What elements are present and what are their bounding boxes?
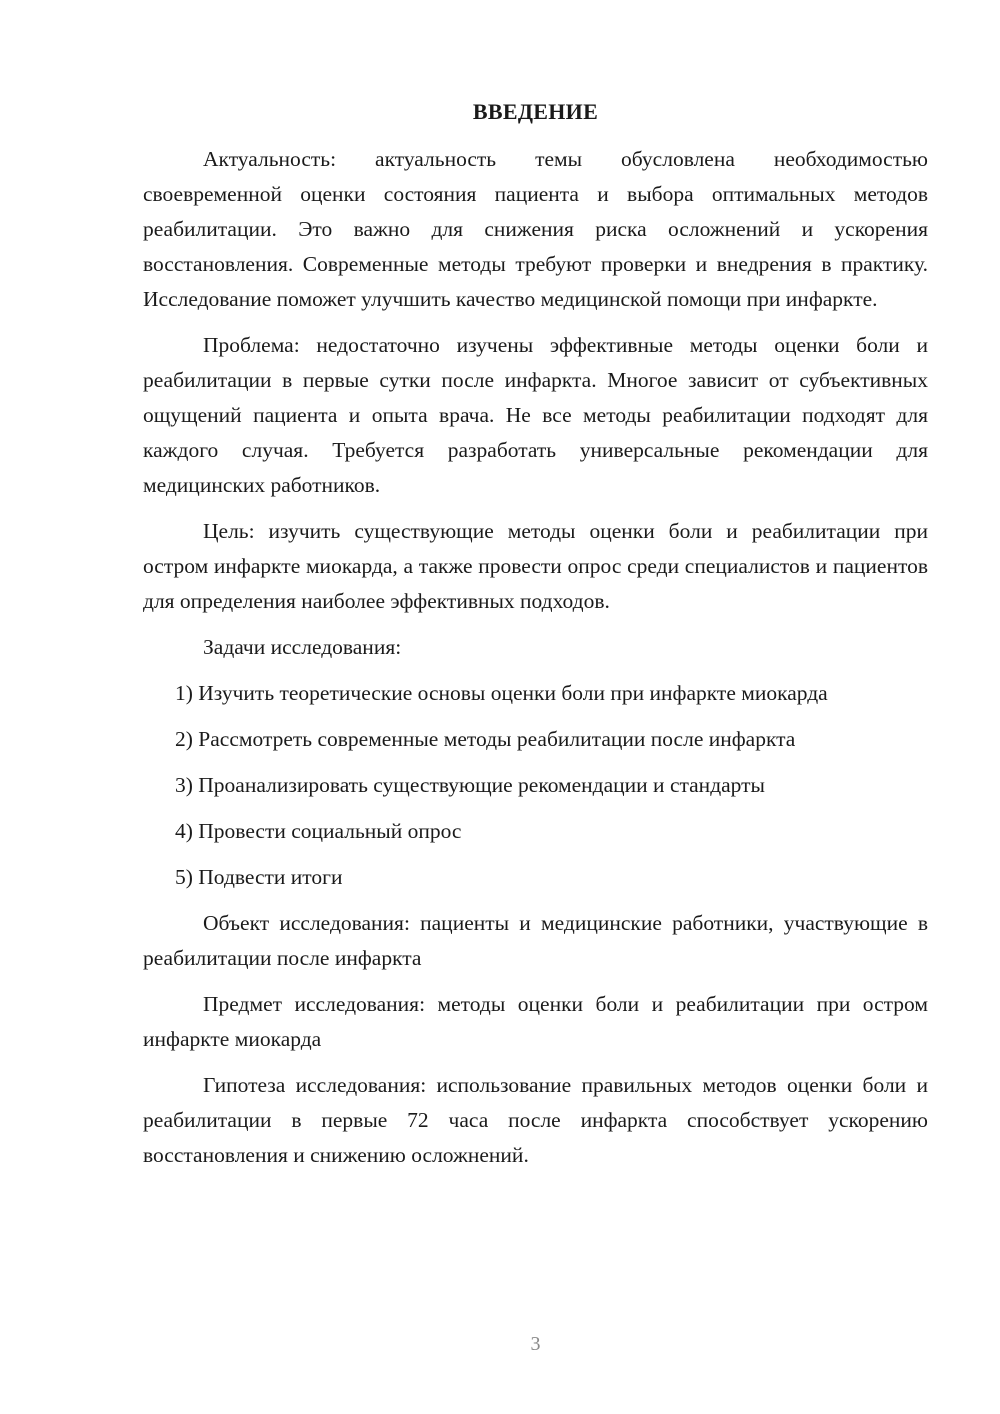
document-page <box>143 0 928 1414</box>
paragraph-subject: Предмет исследования: методы оценки боли и реабилитации при остром инфаркте миокарда <box>143 992 928 1051</box>
page-number: 3 <box>530 1333 541 1355</box>
paragraph-problem: Проблема: недостаточно изучены эффективные методы оценки боли и реабилитации в первые сутки после инфаркта. Многое зависит от субъективных ощущений пациента и опыта врача. Не все методы реабилитации подходят для каждого случая. Требуется разработать универсальные рекомендации для медицинских работников. <box>143 333 928 497</box>
paragraph-relevance: Актуальность: актуальность темы обусловлена необходимостью своевременной оценки состояния пациента и выбора оптимальных методов реабилитации. Это важно для снижения риска осложнений и ускорения восстановления. Современные методы требуют проверки и внедрения в практику. Исследование поможет улучшить качество медицинской помощи при инфаркте. <box>143 147 928 311</box>
page-title: ВВЕДЕНИЕ <box>472 99 599 124</box>
task-item-1: 1) Изучить теоретические основы оценки боли при инфаркте миокарда <box>175 681 828 705</box>
paragraph-object: Объект исследования: пациенты и медицинские работники, участвующие в реабилитации после инфаркта <box>143 911 928 970</box>
tasks-heading: Задачи исследования: <box>203 635 402 659</box>
task-item-2: 2) Рассмотреть современные методы реабилитации после инфаркта <box>175 727 796 751</box>
paragraph-goal: Цель: изучить существующие методы оценки боли и реабилитации при остром инфаркте миокарда, а также провести опрос среди специалистов и пациентов для определения наиболее эффективных подходов. <box>143 519 928 613</box>
paragraph-hypothesis: Гипотеза исследования: использование правильных методов оценки боли и реабилитации в первые 72 часа после инфаркта способствует ускорению восстановления и снижению осложнений. <box>143 1073 928 1167</box>
task-item-3: 3) Проанализировать существующие рекомендации и стандарты <box>175 773 765 797</box>
document-body <box>143 142 928 1184</box>
task-item-4: 4) Провести социальный опрос <box>175 819 462 843</box>
task-item-5: 5) Подвести итоги <box>175 865 343 889</box>
